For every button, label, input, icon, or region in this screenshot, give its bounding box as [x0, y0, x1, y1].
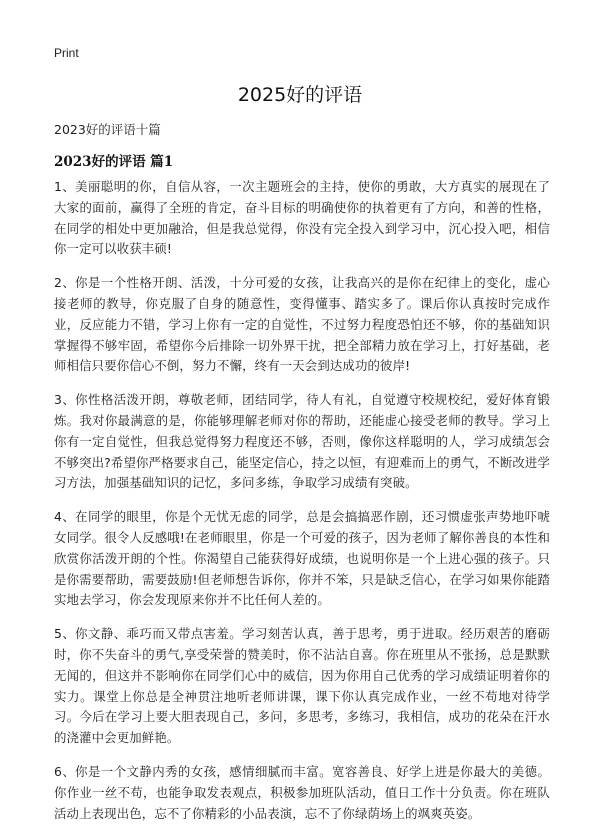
- document-body: [54, 177, 550, 828]
- paragraph-4: 4、在同学的眼里，你是个无忧无虑的同学，总是会搞搞恶作剧，还习惯虚张声势地吓唬女同学。很令人反感哦!在老师眼里，你是一个可爱的孩子，因为老师了解你善良的本性和欣赏你活泼开朗的个性。你渴望自己能获得好成绩，也说明你是一个上进心强的孩子。只是你需要帮助，需要鼓励!但老师想告诉你，你并不笨，只是缺乏信心，在学习如果你能踏实地去学习，你会发现原来你并不比任何人差的。: [54, 509, 550, 608]
- document-subtitle: 2023好的评语十篇: [54, 122, 161, 137]
- page-title: 2025好的评语: [237, 84, 363, 106]
- print-link[interactable]: Print: [54, 46, 79, 60]
- paragraph-6: 6、你是一个文静内秀的女孩，感情细腻而丰富。宽容善良、好学上进是你最大的美德。你作业一丝不苟，也能争取发表观点，积极参加班队活动，值日工作十分负责。你在班队活动上表现出色，忘不了你精彩的小品表演，忘不了你绿荫场上的飒爽英姿。: [54, 763, 550, 821]
- paragraph-5: 5、你文静、乖巧而又带点害羞。学习刻苦认真，善于思考，勇于进取。经历艰苦的磨砺时，你不失奋斗的勇气,享受荣誉的赞美时，你不沾沾自喜。你在班里从不张扬，总是默默无闻的，但这并不影响你在同学们心中的威信，因为你用自己优秀的学习成绩证明着你的实力。课堂上你总是全神贯注地听老师讲课，课下你认真完成作业，一丝不苟地对待学习。今后在学习上要大胆表现自己，多问，多思考，多练习，我相信，成功的花朵在汗水的浇灌中会更加鲜艳。: [54, 626, 550, 746]
- paragraph-2: 2、你是一个性格开朗、活泼，十分可爱的女孩，让我高兴的是你在纪律上的变化，虚心接老师的教导，你克服了自身的随意性，变得懂事、踏实多了。课后你认真按时完成作业，反应能力不错，学习上你有一定的自觉性，不过努力程度恐怕还不够，你的基础知识掌握得不够牢固，希望你今后排除一切外界干扰，把全部精力放在学习上，打好基础，老师相信只要你信心不倒，努力不懈，终有一天会到达成功的彼岸!: [54, 275, 550, 374]
- paragraph-3: 3、你性格活泼开朗，尊敬老师，团结同学，待人有礼，自觉遵守校规校纪，爱好体育锻炼。我对你最满意的是，你能够理解老师对你的帮助，还能虚心接受老师的教导。学习上你有一定自觉性，但我总觉得努力程度还不够，否则，像你这样聪明的人，学习成绩怎会不够突出?希望你严格要求自己，能坚定信心，持之以恒，有迎难而上的勇气，不断改进学习方法，加强基础知识的记忆，多问多练，争取学习成绩有突破。: [54, 392, 550, 491]
- section-heading: 2023好的评语 篇1: [54, 154, 174, 170]
- paragraph-1: 1、美丽聪明的你，自信从容，一次主题班会的主持，使你的勇敢，大方真实的展现在了大家的面前，赢得了全班的肯定，奋斗目标的明确使你的执着更有了方向，和善的性格，在同学的相处中更加融洽，但是我总觉得，你没有完全投入到学习中，沉心投入吧，相信你一定可以收获丰硕!: [54, 179, 550, 257]
